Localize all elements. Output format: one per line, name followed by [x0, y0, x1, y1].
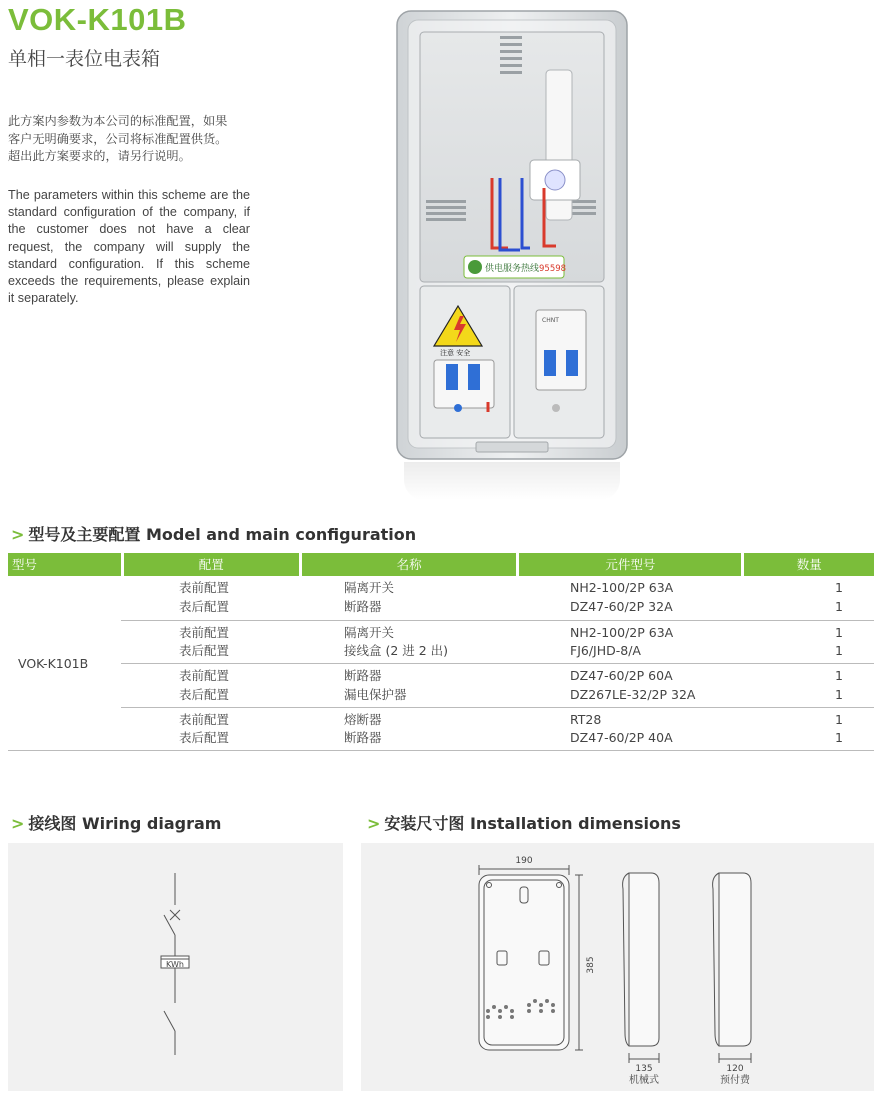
- table-row: [121, 707, 874, 751]
- install-panel: [361, 843, 874, 1091]
- model-cell: VOK-K101B: [18, 655, 89, 671]
- wiring-diagram: [8, 843, 343, 1091]
- config-value: 表前配置: [179, 711, 230, 727]
- part-value: RT28: [570, 711, 602, 727]
- depth-prepaid-label: 预付费: [720, 1075, 750, 1086]
- name-cell: [300, 711, 518, 751]
- part-value: DZ47-60/2P 60A: [570, 668, 673, 683]
- part-value: NH2-100/2P 63A: [570, 624, 674, 640]
- cn-desc-line: 此方案内参数为本公司的标准配置，如果: [8, 114, 228, 128]
- installation-drawing: [361, 843, 874, 1091]
- meter-box-photo: [396, 10, 628, 460]
- name-value: 断路器: [344, 598, 382, 614]
- depth-mechanical: 135: [635, 1064, 653, 1074]
- depth-mechanical-label: 机械式: [629, 1075, 659, 1086]
- config-value: 表前配置: [179, 624, 230, 640]
- depth-prepaid: 120: [726, 1064, 744, 1074]
- header-model: 型号: [8, 553, 121, 576]
- header-config: 配置: [124, 553, 299, 576]
- install-section-title: 安装尺寸图 Installation dimensions: [384, 814, 681, 833]
- name-value: 熔断器: [344, 711, 382, 727]
- name-cell: [300, 667, 518, 707]
- name-value: 断路器: [344, 730, 382, 745]
- name-value: 接线盒 (2 进 2 出): [344, 643, 449, 658]
- part-cell: [518, 624, 744, 664]
- qty-value: 1: [835, 580, 843, 595]
- height-dimension: 385: [586, 956, 596, 974]
- part-value: DZ47-60/2P 32A: [570, 598, 673, 614]
- table-body: [8, 576, 874, 751]
- section-arrow-icon: >: [11, 814, 25, 833]
- chinese-description: [8, 113, 258, 166]
- meter-label: KWh: [166, 960, 184, 969]
- table-row: [121, 576, 874, 620]
- part-value: NH2-100/2P 63A: [570, 580, 674, 595]
- config-value: 表后配置: [179, 686, 230, 702]
- part-value: FJ6/JHD-8/A: [570, 643, 641, 658]
- wiring-panel: [8, 843, 343, 1091]
- product-title: VOK-K101B: [8, 2, 187, 37]
- qty-cell: [744, 711, 874, 751]
- qty-cell: [744, 624, 874, 664]
- part-value: DZ47-60/2P 40A: [570, 730, 673, 745]
- config-table: [8, 553, 874, 751]
- cn-desc-line: 超出此方案要求的，请另行说明。: [8, 149, 191, 163]
- qty-value: 1: [835, 711, 843, 727]
- qty-value: 1: [835, 643, 843, 658]
- qty-cell: [744, 579, 874, 620]
- warning-text: 注意 安全: [440, 349, 471, 357]
- config-cell: [121, 667, 300, 707]
- table-row: [121, 663, 874, 707]
- qty-value: 1: [835, 730, 843, 745]
- config-cell: [121, 711, 300, 751]
- name-cell: [300, 624, 518, 664]
- config-value: 表后配置: [179, 643, 230, 658]
- breaker-brand: CHNT: [542, 317, 559, 324]
- config-cell: [121, 579, 300, 620]
- english-description: The parameters within this scheme are the standard configuration of the company, if the customer does not have a clear request, the company will supply the standard configuration. If this scheme exceeds the requirements, please explain it separately.: [8, 188, 250, 306]
- config-value: 表后配置: [179, 730, 230, 745]
- table-header: [8, 553, 874, 576]
- config-value: 表前配置: [179, 668, 230, 683]
- table-row: [121, 620, 874, 664]
- name-value: 漏电保护器: [344, 686, 407, 702]
- header-qty: 数量: [744, 553, 874, 576]
- section-arrow-icon: >: [11, 525, 25, 544]
- qty-value: 1: [835, 598, 843, 614]
- isolating-switch: [434, 360, 494, 408]
- config-value: 表前配置: [179, 580, 230, 595]
- config-cell: [121, 624, 300, 664]
- name-value: 隔离开关: [344, 624, 395, 640]
- photo-reflection: [404, 462, 620, 500]
- header-name: 名称: [302, 553, 516, 576]
- table-groups: [121, 576, 874, 750]
- hotline-number: 95598: [539, 264, 567, 274]
- part-cell: [518, 667, 744, 707]
- width-dimension: 190: [515, 856, 533, 866]
- part-cell: [518, 711, 744, 751]
- header-part: 元件型号: [519, 553, 741, 576]
- part-value: DZ267LE-32/2P 32A: [570, 686, 696, 702]
- config-section-title: 型号及主要配置 Model and main configuration: [28, 525, 417, 544]
- hotline-label: 供电服务热线: [485, 264, 540, 274]
- part-cell: [518, 579, 744, 620]
- name-value: 断路器: [344, 668, 382, 683]
- config-value: 表后配置: [179, 598, 230, 614]
- install-section-header: [367, 811, 681, 834]
- product-subtitle: 单相一表位电表箱: [8, 48, 161, 70]
- wiring-section-header: [11, 811, 221, 834]
- config-section-header: [11, 522, 416, 545]
- circuit-breaker: [536, 310, 586, 390]
- wiring-section-title: 接线图 Wiring diagram: [28, 814, 222, 833]
- name-value: 隔离开关: [344, 580, 395, 595]
- qty-value: 1: [835, 668, 843, 683]
- name-cell: [300, 579, 518, 620]
- section-arrow-icon: >: [367, 814, 381, 833]
- qty-value: 1: [835, 686, 843, 702]
- qty-cell: [744, 667, 874, 707]
- cn-desc-line: 客户无明确要求，公司将标准配置供货。: [8, 131, 228, 146]
- qty-value: 1: [835, 624, 843, 640]
